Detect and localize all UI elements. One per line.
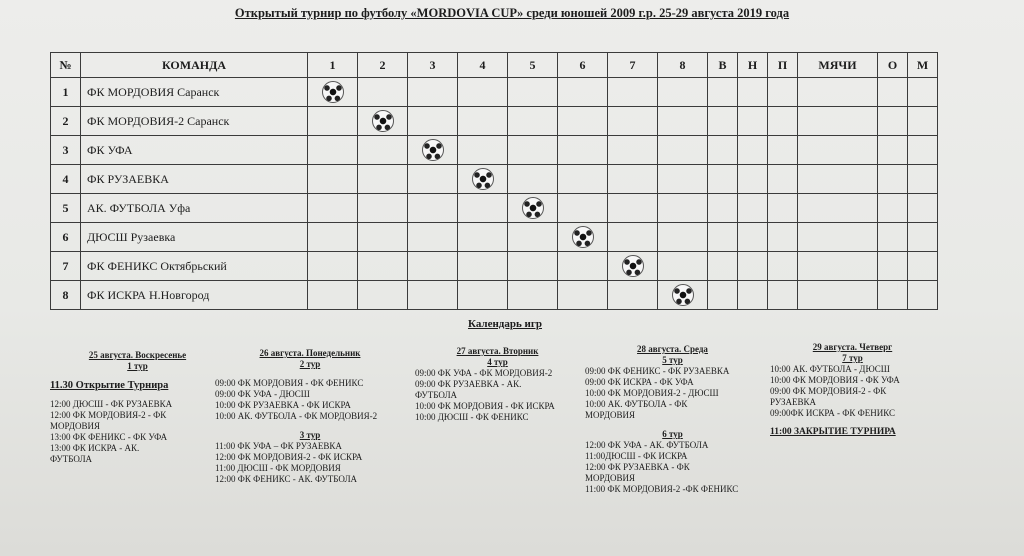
result-cell <box>408 194 458 223</box>
result-cell <box>358 136 408 165</box>
result-cell <box>658 107 708 136</box>
diagonal-ball-cell <box>408 136 458 165</box>
place-cell <box>908 107 938 136</box>
match-line: 12:00 ФК УФА - АК. ФУТБОЛА <box>585 440 709 450</box>
day-column-2 <box>215 348 405 485</box>
match-line: 11:00 ДЮСШ - ФК МОРДОВИЯ <box>215 463 341 473</box>
points-cell <box>878 78 908 107</box>
result-cell <box>308 165 358 194</box>
losses-cell <box>768 136 798 165</box>
header-round-2: 2 <box>358 53 408 78</box>
result-cell <box>408 165 458 194</box>
place-cell <box>908 252 938 281</box>
result-cell <box>658 78 708 107</box>
draws-cell <box>738 194 768 223</box>
day-date: 28 августа. Среда <box>637 344 708 354</box>
match-line: МОРДОВИЯ <box>50 421 100 431</box>
team-name: ФК МОРДОВИЯ Саранск <box>81 78 308 107</box>
tour-label: 2 тур <box>299 359 321 369</box>
wins-cell <box>708 107 738 136</box>
result-cell <box>458 223 508 252</box>
place-cell <box>908 281 938 310</box>
match-line: 09:00 ФК ИСКРА - ФК УФА <box>585 377 694 387</box>
points-cell <box>878 223 908 252</box>
points-cell <box>878 252 908 281</box>
result-cell <box>558 165 608 194</box>
header-wins: В <box>708 53 738 78</box>
match-line: 12:00 ФК ФЕНИКС - АК. ФУТБОЛА <box>215 474 358 484</box>
soccer-ball-icon <box>622 255 644 277</box>
points-cell <box>878 165 908 194</box>
team-number: 7 <box>51 252 81 281</box>
result-cell <box>658 252 708 281</box>
result-cell <box>458 252 508 281</box>
result-cell <box>508 165 558 194</box>
day-column-4 <box>585 344 760 495</box>
result-cell <box>458 78 508 107</box>
losses-cell <box>768 165 798 194</box>
place-cell <box>908 165 938 194</box>
result-cell <box>358 78 408 107</box>
result-cell <box>558 78 608 107</box>
soccer-ball-icon <box>672 284 694 306</box>
diagonal-ball-cell <box>508 194 558 223</box>
diagonal-ball-cell <box>358 107 408 136</box>
match-line: 09:00 ФК МОРДОВИЯ - ФК ФЕНИКС <box>215 378 364 388</box>
wins-cell <box>708 281 738 310</box>
tour-label: 4 тур <box>487 357 508 367</box>
place-cell <box>908 194 938 223</box>
match-line: МОРДОВИЯ <box>585 410 635 420</box>
header-num: № <box>51 53 81 78</box>
header-team: КОМАНДА <box>81 53 308 78</box>
goals-cell <box>798 136 878 165</box>
result-cell <box>358 165 408 194</box>
result-cell <box>358 281 408 310</box>
diagonal-ball-cell <box>308 78 358 107</box>
result-cell <box>608 223 658 252</box>
diagonal-ball-cell <box>658 281 708 310</box>
day-column-1 <box>50 350 225 465</box>
draws-cell <box>738 136 768 165</box>
standings-table <box>50 52 938 310</box>
match-line: 09:00 ФК ФЕНИКС - ФК РУЗАЕВКА <box>585 366 730 376</box>
draws-cell <box>738 165 768 194</box>
team-row <box>51 252 938 281</box>
result-cell <box>458 194 508 223</box>
wins-cell <box>708 223 738 252</box>
tour-label: 3 тур <box>299 430 321 440</box>
result-cell <box>408 281 458 310</box>
header-row <box>51 53 938 78</box>
goals-cell <box>798 165 878 194</box>
result-cell <box>358 194 408 223</box>
team-number: 8 <box>51 281 81 310</box>
team-number: 5 <box>51 194 81 223</box>
result-cell <box>308 136 358 165</box>
opening-ceremony: 11.30 Открытие Турнира <box>50 380 169 391</box>
header-round-1: 1 <box>308 53 358 78</box>
team-row <box>51 194 938 223</box>
result-cell <box>308 223 358 252</box>
match-line: 10:00 ФК РУЗАЕВКА - ФК ИСКРА <box>215 400 351 410</box>
team-number: 2 <box>51 107 81 136</box>
team-row <box>51 165 938 194</box>
header-round-7: 7 <box>608 53 658 78</box>
match-line: 09:00ФК ИСКРА - ФК ФЕНИКС <box>770 408 895 418</box>
losses-cell <box>768 194 798 223</box>
result-cell <box>558 107 608 136</box>
result-cell <box>408 223 458 252</box>
result-cell <box>408 252 458 281</box>
match-line: 09:00 ФК МОРДОВИЯ-2 - ФК <box>770 386 887 396</box>
day-column-3 <box>415 346 580 423</box>
losses-cell <box>768 107 798 136</box>
result-cell <box>458 107 508 136</box>
team-name: ФК МОРДОВИЯ-2 Саранск <box>81 107 308 136</box>
result-cell <box>308 281 358 310</box>
team-name: ДЮСШ Рузаевка <box>81 223 308 252</box>
result-cell <box>408 107 458 136</box>
result-cell <box>658 136 708 165</box>
tour-label: 1 тур <box>127 361 148 371</box>
match-line: 10:00 ФК МОРДОВИЯ - ФК ИСКРА <box>415 401 555 411</box>
place-cell <box>908 223 938 252</box>
result-cell <box>608 194 658 223</box>
team-row <box>51 223 938 252</box>
result-cell <box>608 136 658 165</box>
header-goals: МЯЧИ <box>798 53 878 78</box>
tour-label: 5 тур <box>662 355 683 365</box>
result-cell <box>508 78 558 107</box>
header-round-6: 6 <box>558 53 608 78</box>
match-line: 11:00ДЮСШ - ФК ИСКРА <box>585 451 688 461</box>
points-cell <box>878 136 908 165</box>
wins-cell <box>708 136 738 165</box>
result-cell <box>608 78 658 107</box>
losses-cell <box>768 252 798 281</box>
team-name: ФК УФА <box>81 136 308 165</box>
match-line: 12:00 ФК РУЗАЕВКА - ФК <box>585 462 690 472</box>
team-number: 4 <box>51 165 81 194</box>
wins-cell <box>708 252 738 281</box>
soccer-ball-icon <box>322 81 344 103</box>
goals-cell <box>798 107 878 136</box>
place-cell <box>908 78 938 107</box>
day-date: 29 августа. Четверг <box>812 342 893 352</box>
match-line: 12:00 ФК МОРДОВИЯ-2 - ФК ИСКРА <box>215 452 363 462</box>
match-line: ФУТБОЛА <box>50 454 93 464</box>
wins-cell <box>708 165 738 194</box>
match-line: 10:00 АК. ФУТБОЛА - ФК МОРДОВИЯ-2 <box>215 411 378 421</box>
header-round-5: 5 <box>508 53 558 78</box>
match-line: РУЗАЕВКА <box>770 397 817 407</box>
result-cell <box>508 136 558 165</box>
team-row <box>51 78 938 107</box>
wins-cell <box>708 78 738 107</box>
tour-label: 6 тур <box>662 429 683 439</box>
result-cell <box>558 252 608 281</box>
losses-cell <box>768 78 798 107</box>
match-line: 11:00 ФК МОРДОВИЯ-2 -ФК ФЕНИКС <box>585 484 739 494</box>
header-place: М <box>908 53 938 78</box>
team-number: 3 <box>51 136 81 165</box>
result-cell <box>508 223 558 252</box>
draws-cell <box>738 281 768 310</box>
match-line: 13:00 ФК ИСКРА - АК. <box>50 443 140 453</box>
tour-label: 7 тур <box>842 353 863 363</box>
result-cell <box>608 281 658 310</box>
result-cell <box>508 281 558 310</box>
points-cell <box>878 107 908 136</box>
goals-cell <box>798 252 878 281</box>
diagonal-ball-cell <box>608 252 658 281</box>
result-cell <box>608 107 658 136</box>
header-round-4: 4 <box>458 53 508 78</box>
result-cell <box>458 136 508 165</box>
match-line: 12:00 ФК МОРДОВИЯ-2 - ФК <box>50 410 167 420</box>
soccer-ball-icon <box>422 139 444 161</box>
header-round-3: 3 <box>408 53 458 78</box>
match-line: 09:00 ФК УФА - ФК МОРДОВИЯ-2 <box>415 368 553 378</box>
result-cell <box>508 252 558 281</box>
match-line: 11:00 ФК УФА – ФК РУЗАЕВКА <box>215 441 342 451</box>
result-cell <box>408 78 458 107</box>
match-line: 09:00 ФК РУЗАЕВКА - АК. <box>415 379 522 389</box>
match-line: 10:00 ДЮСШ - ФК ФЕНИКС <box>415 412 529 422</box>
team-row <box>51 107 938 136</box>
team-name: ФК ИСКРА Н.Новгород <box>81 281 308 310</box>
team-name: ФК РУЗАЕВКА <box>81 165 308 194</box>
match-line: 09:00 ФК УФА - ДЮСШ <box>215 389 310 399</box>
match-line: 10:00 АК. ФУТБОЛА - ФК <box>585 399 688 409</box>
soccer-ball-icon <box>372 110 394 132</box>
match-list <box>50 399 225 465</box>
match-line: ФУТБОЛА <box>415 390 458 400</box>
result-cell <box>508 107 558 136</box>
losses-cell <box>768 223 798 252</box>
soccer-ball-icon <box>472 168 494 190</box>
soccer-ball-icon <box>572 226 594 248</box>
day-date: 27 августа. Вторник <box>456 346 539 356</box>
wins-cell <box>708 194 738 223</box>
match-line: 12:00 ДЮСШ - ФК РУЗАЕВКА <box>50 399 173 409</box>
day-column-5 <box>770 342 935 438</box>
calendar-title: Календарь игр <box>467 318 543 330</box>
team-name: ФК ФЕНИКС Октябрьский <box>81 252 308 281</box>
result-cell <box>308 107 358 136</box>
team-row <box>51 281 938 310</box>
match-line: 10:00 ФК МОРДОВИЯ - ФК УФА <box>770 375 900 385</box>
match-line: МОРДОВИЯ <box>585 473 635 483</box>
result-cell <box>558 281 608 310</box>
result-cell <box>658 223 708 252</box>
draws-cell <box>738 107 768 136</box>
draws-cell <box>738 78 768 107</box>
result-cell <box>658 165 708 194</box>
draws-cell <box>738 252 768 281</box>
goals-cell <box>798 281 878 310</box>
losses-cell <box>768 281 798 310</box>
match-line: 10:00 АК. ФУТБОЛА - ДЮСШ <box>770 364 890 374</box>
document-title: Открытый турнир по футболу «MORDOVIA CUP» среди юношей 2009 г.р. 25-29 августа 2019 года <box>234 6 790 20</box>
team-row <box>51 136 938 165</box>
header-draws: Н <box>738 53 768 78</box>
points-cell <box>878 194 908 223</box>
diagonal-ball-cell <box>458 165 508 194</box>
diagonal-ball-cell <box>558 223 608 252</box>
goals-cell <box>798 78 878 107</box>
header-losses: П <box>768 53 798 78</box>
result-cell <box>608 165 658 194</box>
result-cell <box>308 252 358 281</box>
result-cell <box>558 136 608 165</box>
goals-cell <box>798 223 878 252</box>
place-cell <box>908 136 938 165</box>
header-points: О <box>878 53 908 78</box>
team-number: 6 <box>51 223 81 252</box>
day-date: 25 августа. Воскресенье <box>88 350 187 360</box>
match-line: 13:00 ФК ФЕНИКС - ФК УФА <box>50 432 168 442</box>
match-line: 10:00 ФК МОРДОВИЯ-2 - ДЮСШ <box>585 388 719 398</box>
result-cell <box>358 252 408 281</box>
goals-cell <box>798 194 878 223</box>
result-cell <box>658 194 708 223</box>
result-cell <box>558 194 608 223</box>
draws-cell <box>738 223 768 252</box>
closing-ceremony: 11:00 ЗАКРЫТИЕ ТУРНИРА <box>770 427 896 437</box>
result-cell <box>308 194 358 223</box>
result-cell <box>358 223 408 252</box>
soccer-ball-icon <box>522 197 544 219</box>
team-name: АК. ФУТБОЛА Уфа <box>81 194 308 223</box>
points-cell <box>878 281 908 310</box>
day-date: 26 августа. Понедельник <box>259 348 361 358</box>
header-round-8: 8 <box>658 53 708 78</box>
team-number: 1 <box>51 78 81 107</box>
result-cell <box>458 281 508 310</box>
